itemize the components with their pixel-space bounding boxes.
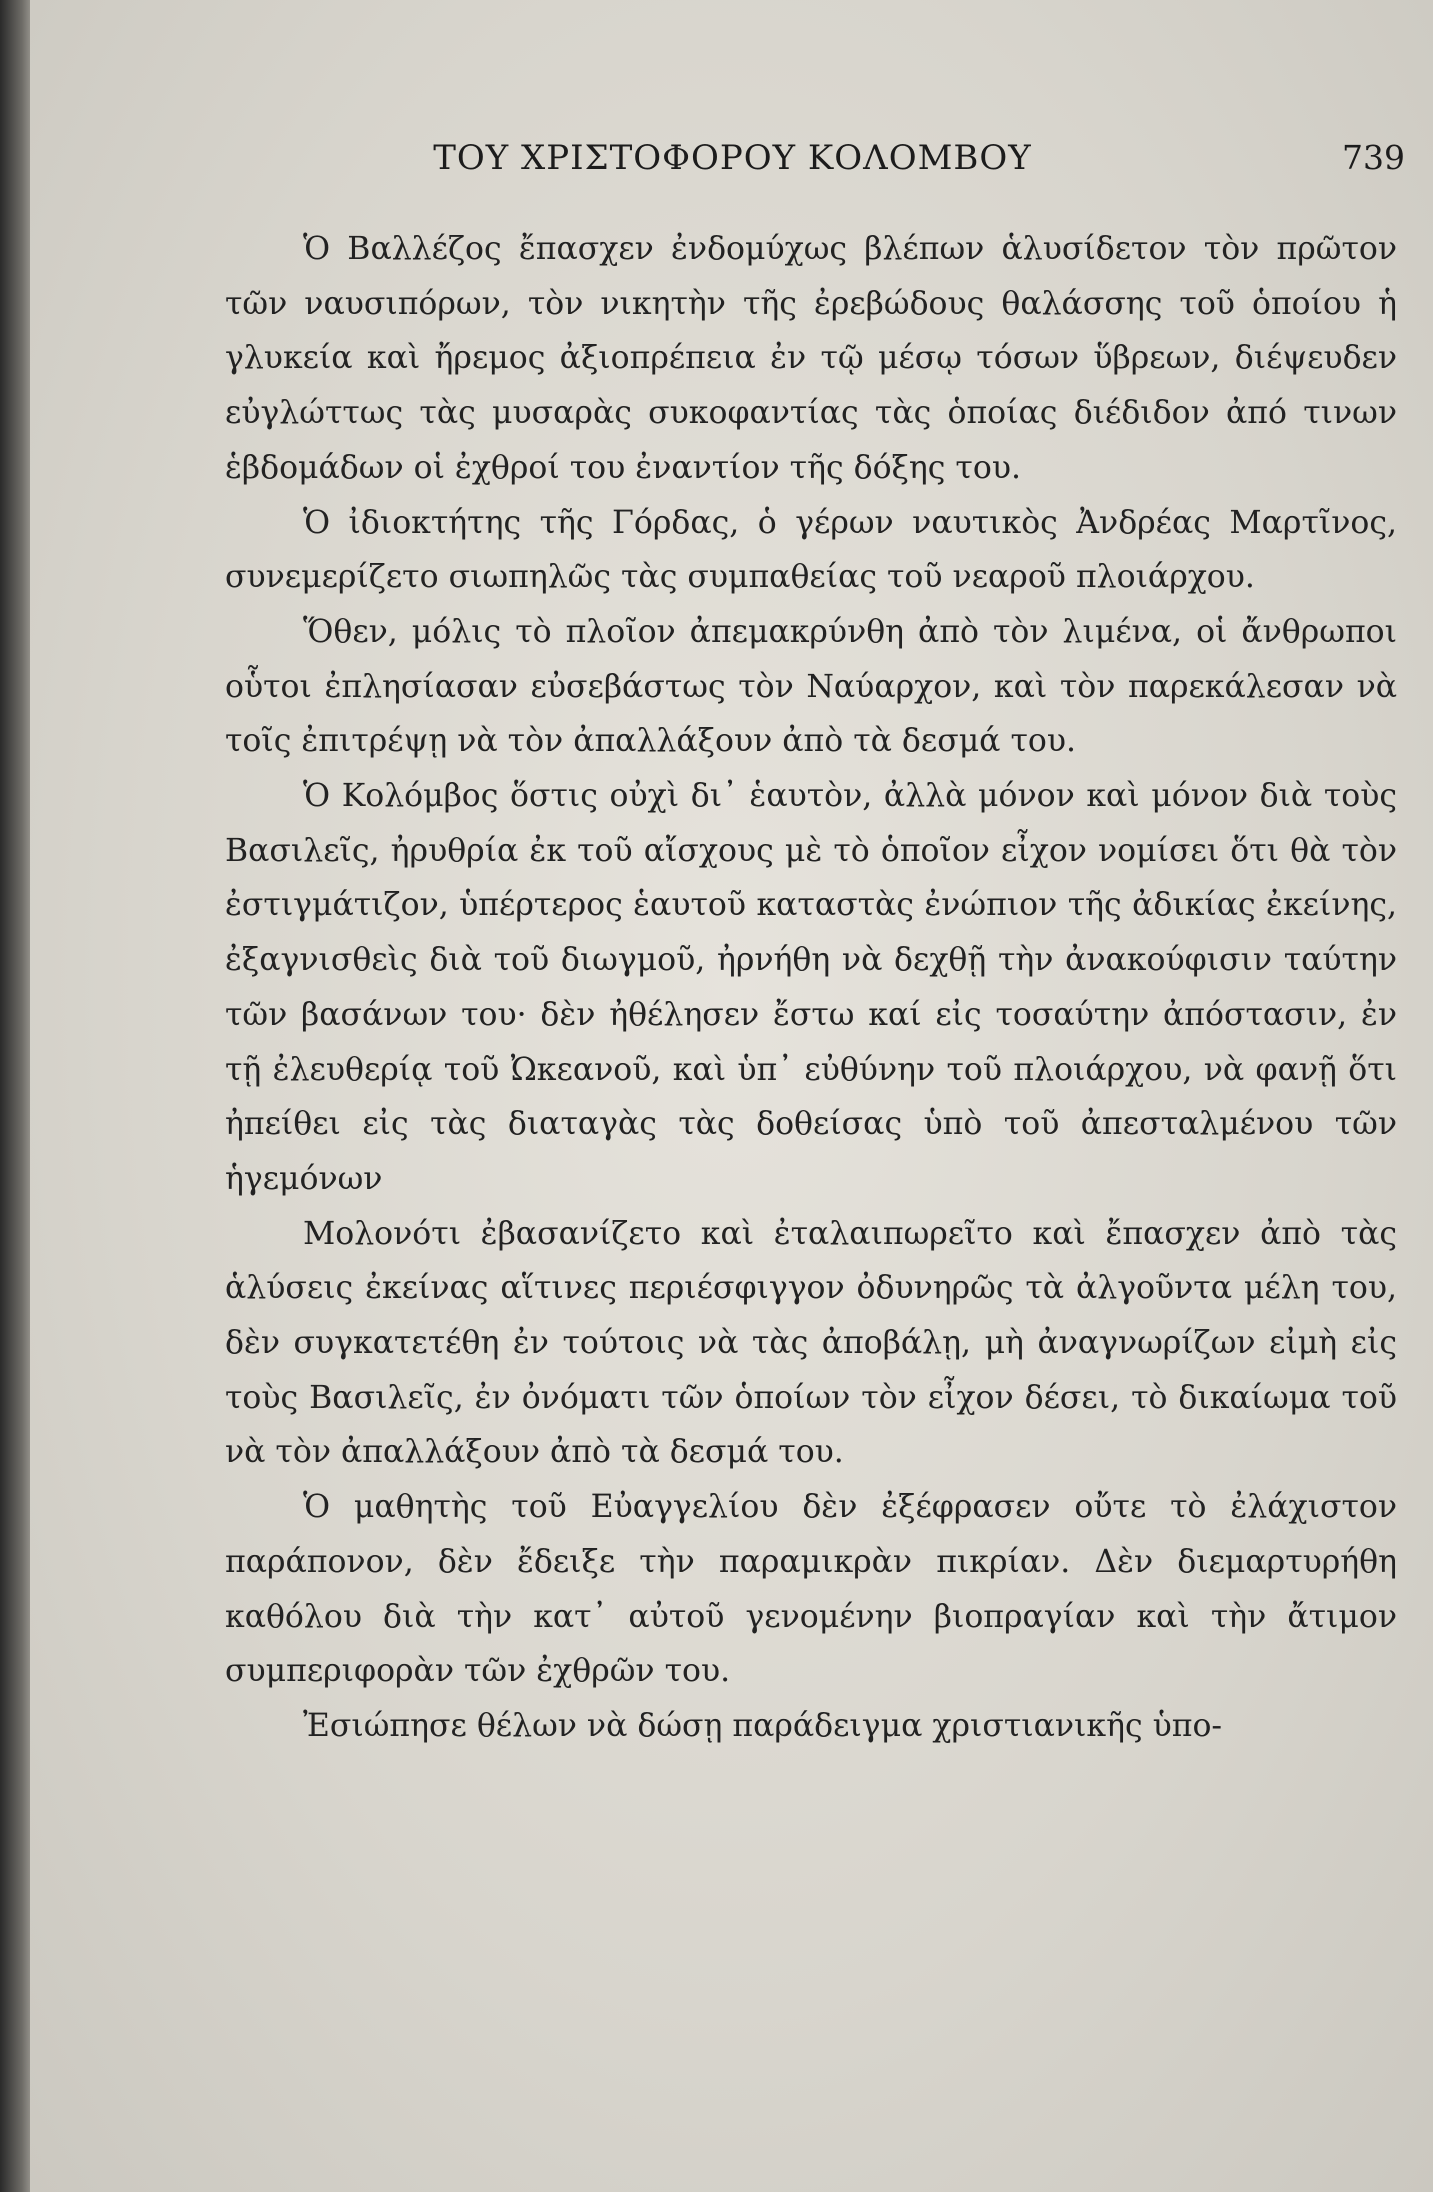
running-head: ΤΟΥ ΧΡΙΣΤΟΦΟΡΟΥ ΚΟΛΟΜΒΟΥ	[433, 138, 1032, 178]
body-text	[225, 222, 1397, 1754]
page-number: 739	[1342, 138, 1405, 177]
page-header	[180, 138, 1405, 198]
book-page	[30, 0, 1433, 2192]
paragraph: Ὁ Βαλλέζος ἔπασχεν ἐνδομύχως βλέπων ἁλυσίδετον τὸν πρῶτον τῶν ναυσιπόρων, τὸν νικητὴν τῆς ἐρεβώδους θαλάσσης τοῦ ὁποίου ἡ γλυκεία καὶ ἤρεμος ἀξιοπρέπεια ἐν τῷ μέσῳ τόσων ὕβρεων, διέψευδεν εὐγλώττως τὰς μυσαρὰς συκοφαντίας τὰς ὁποίας διέδιδον ἀπό τινων ἑβδομάδων οἱ ἐχθροί του ἐναντίον τῆς δόξης του.	[225, 231, 1397, 486]
paragraph: Ἐσιώπησε θέλων νὰ δώσῃ παράδειγμα χριστιανικῆς ὑπο-	[303, 1707, 1223, 1744]
paragraph: Ὁ μαθητὴς τοῦ Εὐαγγελίου δὲν ἐξέφρασεν οὔτε τὸ ἐλάχιστον παράπονον, δὲν ἔδειξε τὴν παραμικρὰν πικρίαν. Δὲν διεμαρτυρήθη καθόλου διὰ τὴν κατ᾽ αὐτοῦ γενομένην βιοπραγίαν καὶ τὴν ἄτιμον συμπεριφορὰν τῶν ἐχθρῶν του.	[225, 1489, 1397, 1690]
paragraph: Μολονότι ἐβασανίζετο καὶ ἐταλαιπωρεῖτο καὶ ἔπασχεν ἀπὸ τὰς ἁλύσεις ἐκείνας αἵτινες περιέσφιγγον ὀδυνηρῶς τὰ ἀλγοῦντα μέλη του, δὲν συγκατετέθη ἐν τούτοις νὰ τὰς ἀποβάλῃ, μὴ ἀναγνωρίζων εἰμὴ εἰς τοὺς Βασιλεῖς, ἐν ὀνόματι τῶν ὁποίων τὸν εἶχον δέσει, τὸ δικαίωμα τοῦ νὰ τὸν ἀπαλλάξουν ἀπὸ τὰ δεσμά του.	[225, 1215, 1397, 1471]
paragraph: Ὁ Κολόμβος ὅστις οὐχὶ δι᾽ ἑαυτὸν, ἀλλὰ μόνον καὶ μόνον διὰ τοὺς Βασιλεῖς, ἠρυθρία ἐκ τοῦ αἴσχους μὲ τὸ ὁποῖον εἶχον νομίσει ὅτι θὰ τὸν ἐστιγμάτιζον, ὑπέρτερος ἑαυτοῦ καταστὰς ἐνώπιον τῆς ἀδικίας ἐκείνης, ἐξαγνισθεὶς διὰ τοῦ διωγμοῦ, ἠρνήθη νὰ δεχθῇ τὴν ἀνακούφισιν ταύτην τῶν βασάνων του· δὲν ἠθέλησεν ἔστω καί εἰς τοσαύτην ἀπόστασιν, ἐν τῇ ἐλευθερίᾳ τοῦ Ὠκεανοῦ, καὶ ὑπ᾽ εὐθύνην τοῦ πλοιάρχου, νὰ φανῇ ὅτι ἠπείθει εἰς τὰς διαταγὰς τὰς δοθείσας ὑπὸ τοῦ ἀπεσταλμένου τῶν ἡγεμόνων	[225, 778, 1397, 1197]
paragraph: Ὅθεν, μόλις τὸ πλοῖον ἀπεμακρύνθη ἀπὸ τὸν λιμένα, οἱ ἄνθρωποι οὗτοι ἐπλησίασαν εὐσεβάστως τὸν Ναύαρχον, καὶ τὸν παρεκάλεσαν νὰ τοῖς ἐπιτρέψῃ νὰ τὸν ἀπαλλάξουν ἀπὸ τὰ δεσμά του.	[225, 613, 1397, 760]
paragraph: Ὁ ἰδιοκτήτης τῆς Γόρδας, ὁ γέρων ναυτικὸς Ἀνδρέας Μαρτῖνος, συνεμερίζετο σιωπηλῶς τὰς συμπαθείας τοῦ νεαροῦ πλοιάρχου.	[225, 504, 1397, 596]
